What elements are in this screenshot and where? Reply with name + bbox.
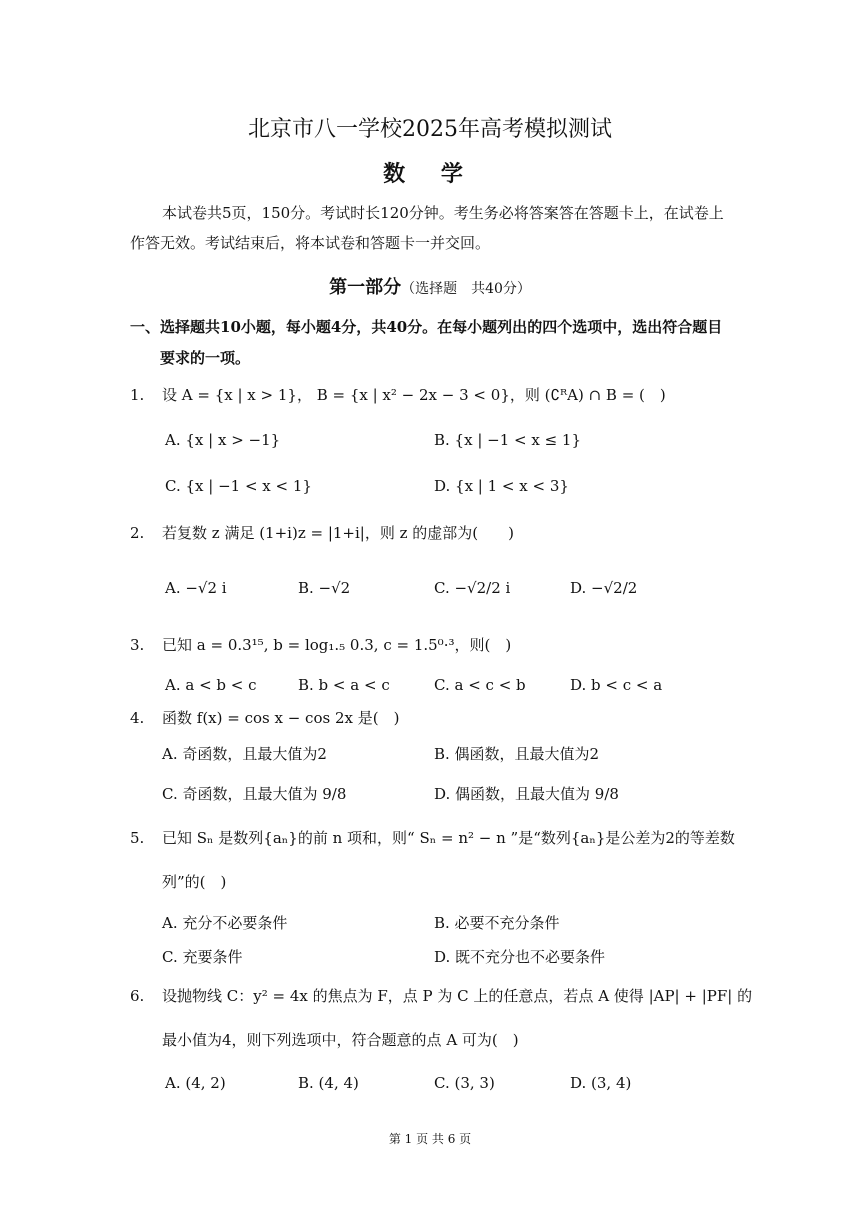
q6-stem-line-2: 最小值为4，则下列选项中，符合题意的点 A 可为( ) — [162, 1031, 519, 1049]
q3-number: 3. — [130, 636, 145, 654]
q4-option-d: D. 偶函数，且最大值为 9/8 — [434, 785, 619, 803]
subject-title: 数 学 — [383, 161, 477, 187]
part-title: 第一部分 — [329, 277, 402, 298]
q3-option-b: B. b < a < c — [298, 676, 390, 694]
q3-option-c: C. a < c < b — [434, 676, 526, 694]
part-note: （选择题 共40分） — [401, 281, 531, 297]
q4-number: 4. — [130, 709, 145, 727]
q1-option-d: D. {x | 1 < x < 3} — [434, 477, 569, 495]
q6-option-b: B. (4, 4) — [298, 1074, 359, 1092]
q3-stem: 已知 a = 0.3¹⁵, b = log₁.₅ 0.3, c = 1.5⁰·³，则( ) — [162, 636, 512, 654]
q6-option-c: C. (3, 3) — [434, 1074, 495, 1092]
q1-option-a: A. {x | x > −1} — [165, 431, 281, 449]
q4-option-a: A. 奇函数，且最大值为2 — [162, 745, 327, 763]
q5-stem-line-1: 已知 Sₙ 是数列{aₙ}的前 n 项和，则“ Sₙ = n² − n ”是“数列{aₙ}是公差为2的等差数 — [162, 829, 735, 847]
intro-line-2: 作答无效。考试结束后，将本试卷和答题卡一并交回。 — [130, 234, 491, 252]
q6-stem-line-1: 设抛物线 C：y² = 4x 的焦点为 F，点 P 为 C 上的任意点，若点 A 使得 |AP| + |PF| 的 — [162, 987, 753, 1005]
q5-stem-line-2: 列”的( ) — [162, 873, 227, 891]
q5-option-c: C. 充要条件 — [162, 948, 243, 966]
q2-option-d: D. −√2/2 — [570, 579, 638, 597]
q4-option-c: C. 奇函数，且最大值为 9/8 — [162, 785, 347, 803]
q3-option-d: D. b < c < a — [570, 676, 663, 694]
part-heading — [0, 273, 860, 299]
q6-option-d: D. (3, 4) — [570, 1074, 632, 1092]
q1-number: 1. — [130, 386, 145, 404]
q1-option-b: B. {x | −1 < x ≤ 1} — [434, 431, 582, 449]
section-heading-line-1: 一、选择题共10小题，每小题4分，共40分。在每小题列出的四个选项中，选出符合题目 — [130, 318, 723, 336]
section-heading-line-2: 要求的一项。 — [160, 349, 251, 367]
q4-option-b: B. 偶函数，且最大值为2 — [434, 745, 600, 763]
q1-stem: 设 A = {x | x > 1}， B = {x | x² − 2x − 3 < 0}，则 (∁ᴿA) ∩ B = ( ) — [162, 386, 666, 404]
q5-number: 5. — [130, 829, 145, 847]
q3-option-a: A. a < b < c — [165, 676, 257, 694]
page-footer: 第 1 页 共 6 页 — [388, 1132, 472, 1146]
intro-line-1: 本试卷共5页，150分。考试时长120分钟。考生务必将答案答在答题卡上，在试卷上 — [162, 204, 724, 222]
q5-option-a: A. 充分不必要条件 — [162, 914, 288, 932]
q2-number: 2. — [130, 524, 145, 542]
q5-option-d: D. 既不充分也不必要条件 — [434, 948, 606, 966]
q2-option-c: C. −√2/2 i — [434, 579, 511, 597]
q1-option-c: C. {x | −1 < x < 1} — [165, 477, 312, 495]
q6-option-a: A. (4, 2) — [165, 1074, 226, 1092]
q2-option-a: A. −√2 i — [165, 579, 227, 597]
q5-option-b: B. 必要不充分条件 — [434, 914, 560, 932]
q6-number: 6. — [130, 987, 145, 1005]
exam-title: 北京市八一学校2025年高考模拟测试 — [248, 117, 612, 142]
q4-stem: 函数 f(x) = cos x − cos 2x 是( ) — [162, 709, 400, 727]
q2-stem: 若复数 z 满足 (1+i)z = |1+i|，则 z 的虚部为( ) — [162, 524, 514, 542]
q2-option-b: B. −√2 — [298, 579, 351, 597]
